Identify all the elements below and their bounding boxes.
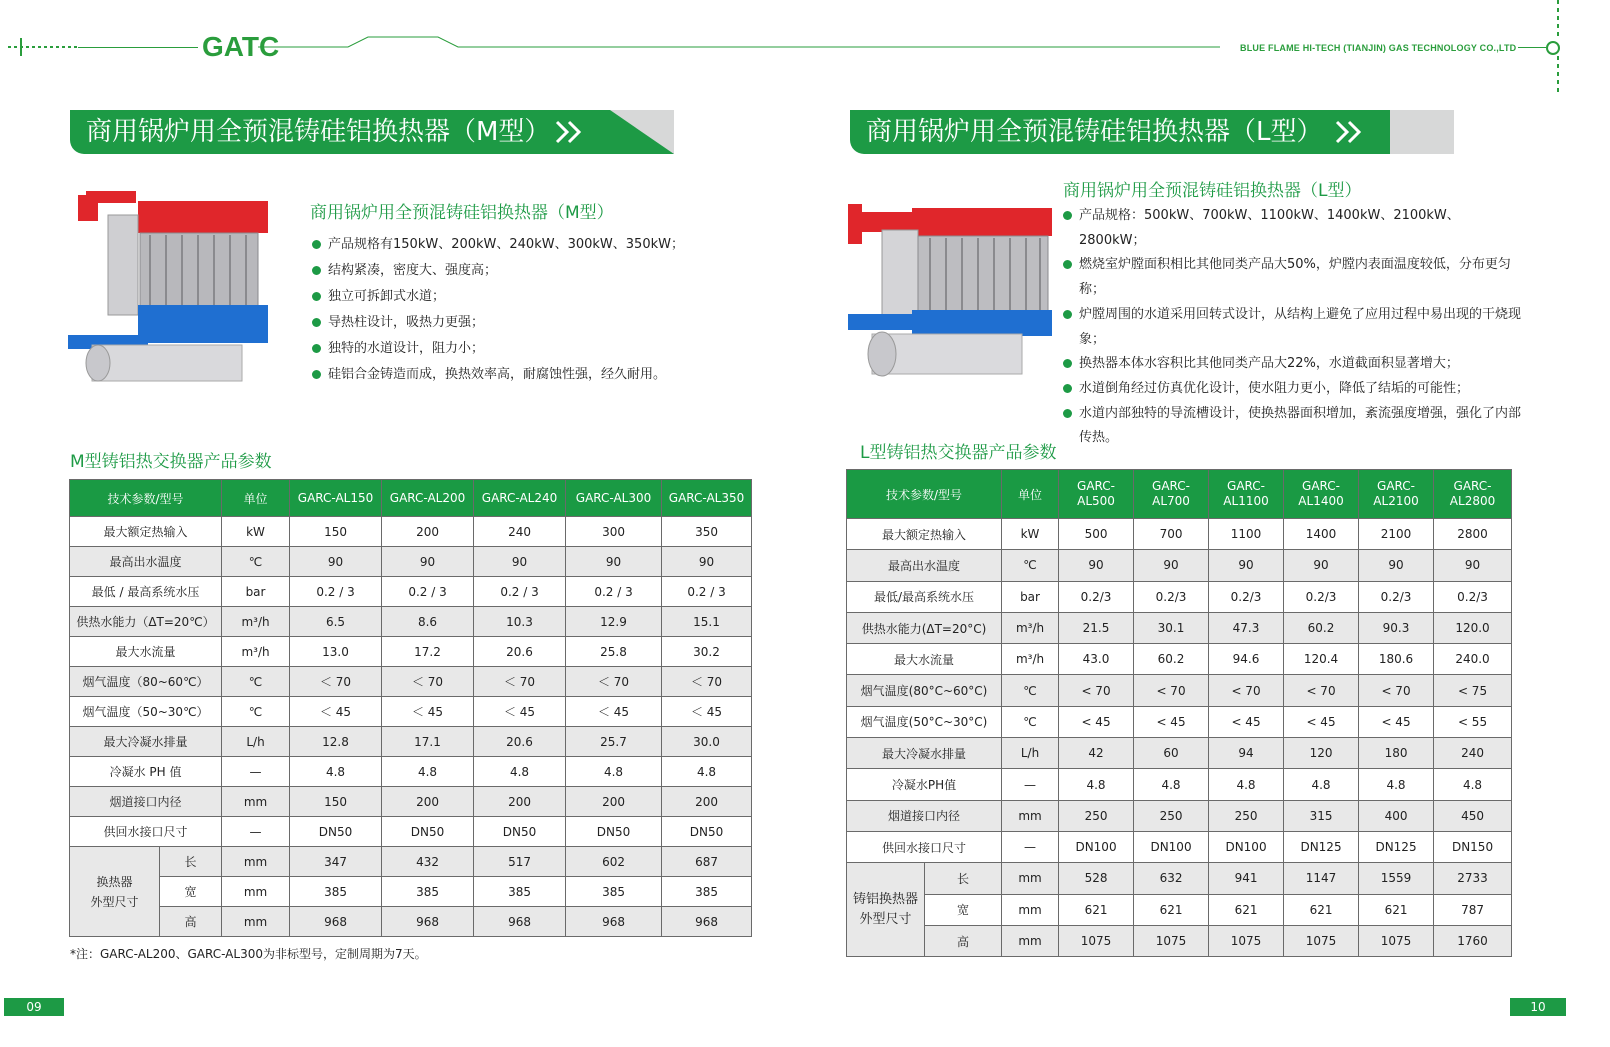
row-unit: L/h: [222, 727, 290, 757]
row-label: 长: [925, 863, 1002, 894]
table-cell: 60.2: [1134, 644, 1209, 675]
table-row: [70, 577, 752, 607]
table-row: [70, 637, 752, 667]
table-cell: DN50: [662, 817, 752, 847]
table-cell: 347: [290, 847, 382, 877]
row-label: 冷凝水PH值: [847, 769, 1002, 800]
l-type-heat-exchanger-image: [842, 190, 1057, 385]
row-label: 最大额定热输入: [70, 517, 222, 547]
row-unit: ℃: [1002, 706, 1059, 737]
table-cell: 240.0: [1434, 644, 1512, 675]
table-cell: 90: [382, 547, 474, 577]
table-cell: 0.2/3: [1134, 581, 1209, 612]
table-cell: 200: [382, 517, 474, 547]
table-cell: 400: [1359, 800, 1434, 831]
table-cell: 150: [290, 787, 382, 817]
table-cell: 200: [382, 787, 474, 817]
table-cell: 385: [290, 877, 382, 907]
table-cell: 4.8: [566, 757, 662, 787]
table-cell: 941: [1209, 863, 1284, 894]
table-cell: 621: [1059, 894, 1134, 925]
table-cell: 385: [662, 877, 752, 907]
table-cell: 621: [1209, 894, 1284, 925]
table-cell: < 55: [1434, 706, 1512, 737]
header-left-tick: [20, 38, 22, 56]
header-left-dots: [8, 46, 78, 48]
table-cell: 30.1: [1134, 612, 1209, 643]
table-row: [847, 738, 1512, 769]
table-cell: < 70: [1059, 675, 1134, 706]
table-cell: 968: [566, 907, 662, 937]
table-cell: 94.6: [1209, 644, 1284, 675]
row-unit: ℃: [222, 667, 290, 697]
table-cell: 25.8: [566, 637, 662, 667]
table-row: [847, 550, 1512, 581]
row-unit: —: [1002, 769, 1059, 800]
table-cell: < 70: [1209, 675, 1284, 706]
table-cell: 517: [474, 847, 566, 877]
table-cell: DN50: [290, 817, 382, 847]
table-cell: 1760: [1434, 925, 1512, 956]
table-cell: 450: [1434, 800, 1512, 831]
table-cell: 250: [1209, 800, 1284, 831]
table-cell: 200: [566, 787, 662, 817]
feature-item: 硅铝合金铸造而成，换热效率高，耐腐蚀性强，经久耐用。: [312, 362, 732, 388]
row-label: 长: [160, 847, 222, 877]
table-cell: 1559: [1359, 863, 1434, 894]
table-cell: 968: [662, 907, 752, 937]
table-header-cell: GARC-AL300: [566, 480, 662, 517]
row-unit: m³/h: [1002, 644, 1059, 675]
table-cell: 150: [290, 517, 382, 547]
table-cell: 432: [382, 847, 474, 877]
table-cell: DN50: [382, 817, 474, 847]
table-cell: 2800: [1434, 519, 1512, 550]
table-cell: 0.2/3: [1434, 581, 1512, 612]
row-unit: mm: [222, 847, 290, 877]
feature-item: 独特的水道设计，阻力小；: [312, 336, 732, 362]
table-cell: 94: [1209, 738, 1284, 769]
table-cell: 20.6: [474, 727, 566, 757]
table-cell: < 70: [1359, 675, 1434, 706]
table-cell: 0.2 / 3: [474, 577, 566, 607]
table-cell: ＜ 45: [290, 697, 382, 727]
row-unit: mm: [1002, 800, 1059, 831]
table-cell: 1075: [1134, 925, 1209, 956]
row-unit: mm: [222, 877, 290, 907]
table-cell: 385: [566, 877, 662, 907]
table-cell: 4.8: [1284, 769, 1359, 800]
table-cell: ＜ 45: [382, 697, 474, 727]
table-row: [847, 706, 1512, 737]
table-cell: ＜ 45: [474, 697, 566, 727]
table-row: [70, 607, 752, 637]
table-cell: 8.6: [382, 607, 474, 637]
left-footnote: *注：GARC-AL200、GARC-AL300为非标型号，定制周期为7天。: [70, 947, 427, 961]
table-cell: 350: [662, 517, 752, 547]
table-row: [847, 581, 1512, 612]
table-row: [70, 667, 752, 697]
row-label: 烟气温度(50°C~30°C): [847, 706, 1002, 737]
table-cell: DN100: [1059, 831, 1134, 862]
table-cell: 60.2: [1284, 612, 1359, 643]
group-label: 换热器 外型尺寸: [70, 847, 160, 937]
table-cell: < 45: [1284, 706, 1359, 737]
row-unit: m³/h: [222, 607, 290, 637]
table-cell: ＜ 45: [662, 697, 752, 727]
table-cell: 0.2/3: [1209, 581, 1284, 612]
table-cell: 4.8: [1134, 769, 1209, 800]
table-cell: 240: [1434, 738, 1512, 769]
row-label: 供热水能力(ΔT=20°C): [847, 612, 1002, 643]
table-cell: 10.3: [474, 607, 566, 637]
table-cell: 180: [1359, 738, 1434, 769]
table-cell: 90: [1134, 550, 1209, 581]
table-header-cell: 单位: [222, 480, 290, 517]
table-header-cell: GARC- AL700: [1134, 470, 1209, 519]
table-cell: 500: [1059, 519, 1134, 550]
table-cell: 300: [566, 517, 662, 547]
table-cell: 200: [662, 787, 752, 817]
table-cell: DN125: [1359, 831, 1434, 862]
row-label: 供回水接口尺寸: [847, 831, 1002, 862]
table-header-cell: GARC-AL150: [290, 480, 382, 517]
feature-item: 产品规格：500kW、700kW、1100kW、1400kW、2100kW、2800kW；: [1063, 204, 1521, 253]
table-cell: DN100: [1134, 831, 1209, 862]
right-banner-title: 商用锅炉用全预混铸硅铝换热器（L型）: [866, 117, 1323, 147]
row-label: 最高出水温度: [847, 550, 1002, 581]
feature-item: 结构紧凑，密度大、强度高；: [312, 258, 732, 284]
row-label: 宽: [925, 894, 1002, 925]
header-line-left: [78, 47, 198, 48]
table-row: [847, 519, 1512, 550]
table-cell: 30.2: [662, 637, 752, 667]
table-cell: 90: [290, 547, 382, 577]
table-cell: 12.8: [290, 727, 382, 757]
left-feature-list: [312, 232, 732, 388]
table-row: [70, 547, 752, 577]
double-chevron-icon: [555, 120, 585, 144]
right-table-title: L型铸铝热交换器产品参数: [860, 443, 1057, 463]
m-type-spec-table: [69, 479, 752, 937]
row-label: 最高出水温度: [70, 547, 222, 577]
table-row: [70, 757, 752, 787]
table-cell: 21.5: [1059, 612, 1134, 643]
table-cell: 1075: [1284, 925, 1359, 956]
table-cell: 90: [1284, 550, 1359, 581]
table-cell: 250: [1059, 800, 1134, 831]
l-type-spec-table: [846, 469, 1512, 957]
table-cell: 20.6: [474, 637, 566, 667]
row-unit: m³/h: [222, 637, 290, 667]
row-unit: kW: [222, 517, 290, 547]
table-cell: 621: [1134, 894, 1209, 925]
table-cell: 385: [474, 877, 566, 907]
feature-item: 独立可拆卸式水道；: [312, 284, 732, 310]
table-cell: DN125: [1284, 831, 1359, 862]
table-cell: 47.3: [1209, 612, 1284, 643]
table-header-cell: GARC- AL500: [1059, 470, 1134, 519]
row-unit: ℃: [222, 697, 290, 727]
row-label: 最低 / 最高系统水压: [70, 577, 222, 607]
row-unit: mm: [222, 907, 290, 937]
table-cell: 90: [662, 547, 752, 577]
table-cell: 4.8: [1209, 769, 1284, 800]
table-cell: 968: [474, 907, 566, 937]
table-cell: < 70: [1284, 675, 1359, 706]
row-unit: ℃: [1002, 550, 1059, 581]
table-row: [847, 800, 1512, 831]
table-row: [70, 517, 752, 547]
table-cell: 4.8: [1059, 769, 1134, 800]
table-row: [847, 612, 1512, 643]
left-banner-title: 商用锅炉用全预混铸硅铝换热器（M型）: [86, 117, 551, 147]
table-cell: ＜ 70: [566, 667, 662, 697]
table-row: [70, 877, 752, 907]
table-cell: 1075: [1059, 925, 1134, 956]
table-row: [847, 769, 1512, 800]
table-cell: 200: [474, 787, 566, 817]
table-cell: 385: [382, 877, 474, 907]
row-unit: kW: [1002, 519, 1059, 550]
table-cell: 12.9: [566, 607, 662, 637]
feature-item: 水道内部独特的导流槽设计，使换热器面积增加，紊流强度增强，强化了内部传热。: [1063, 402, 1521, 451]
row-unit: —: [1002, 831, 1059, 862]
row-label: 烟气温度（50~30℃）: [70, 697, 222, 727]
double-chevron-icon: [1335, 120, 1365, 144]
table-cell: 687: [662, 847, 752, 877]
table-row: [70, 727, 752, 757]
table-header-cell: GARC- AL2100: [1359, 470, 1434, 519]
table-cell: 60: [1134, 738, 1209, 769]
table-cell: 0.2 / 3: [566, 577, 662, 607]
row-unit: mm: [1002, 894, 1059, 925]
table-row: [70, 907, 752, 937]
table-cell: 621: [1284, 894, 1359, 925]
table-cell: 1100: [1209, 519, 1284, 550]
table-header-cell: 技术参数/型号: [70, 480, 222, 517]
table-cell: 25.7: [566, 727, 662, 757]
row-unit: mm: [1002, 863, 1059, 894]
left-table-title: M型铸铝热交换器产品参数: [70, 452, 272, 472]
table-cell: < 70: [1134, 675, 1209, 706]
table-cell: 90: [1059, 550, 1134, 581]
table-cell: 6.5: [290, 607, 382, 637]
table-cell: 1075: [1359, 925, 1434, 956]
table-cell: ＜ 45: [566, 697, 662, 727]
table-cell: 120.4: [1284, 644, 1359, 675]
row-label: 冷凝水 PH 值: [70, 757, 222, 787]
header-right-dash-2: [1557, 56, 1559, 96]
table-cell: ＜ 70: [382, 667, 474, 697]
table-cell: < 75: [1434, 675, 1512, 706]
table-cell: 90: [1209, 550, 1284, 581]
table-cell: 90: [1434, 550, 1512, 581]
left-subtitle: 商用锅炉用全预混铸硅铝换热器（M型）: [310, 203, 614, 223]
feature-item: 炉膛周围的水道采用回转式设计，从结构上避免了应用过程中易出现的干烧现象；: [1063, 303, 1521, 352]
table-header-cell: 技术参数/型号: [847, 470, 1002, 519]
row-label: 最大水流量: [847, 644, 1002, 675]
table-cell: 700: [1134, 519, 1209, 550]
row-label: 高: [160, 907, 222, 937]
table-row: [847, 863, 1512, 894]
table-cell: DN150: [1434, 831, 1512, 862]
table-header-cell: 单位: [1002, 470, 1059, 519]
table-cell: 90: [474, 547, 566, 577]
right-banner: [850, 110, 1454, 154]
table-cell: 632: [1134, 863, 1209, 894]
table-cell: 315: [1284, 800, 1359, 831]
table-row: [70, 817, 752, 847]
table-cell: 15.1: [662, 607, 752, 637]
table-cell: 602: [566, 847, 662, 877]
row-unit: —: [222, 817, 290, 847]
table-cell: 0.2 / 3: [382, 577, 474, 607]
feature-item: 燃烧室炉膛面积相比其他同类产品大50%，炉膛内表面温度较低，分布更匀称；: [1063, 253, 1521, 302]
row-unit: ℃: [222, 547, 290, 577]
table-cell: 17.2: [382, 637, 474, 667]
row-label: 最大额定热输入: [847, 519, 1002, 550]
row-label: 高: [925, 925, 1002, 956]
table-cell: 0.2/3: [1284, 581, 1359, 612]
row-unit: ℃: [1002, 675, 1059, 706]
page-number-left: 09: [4, 998, 64, 1016]
table-header-cell: GARC- AL1400: [1284, 470, 1359, 519]
table-cell: 0.2 / 3: [290, 577, 382, 607]
table-header-cell: GARC-AL240: [474, 480, 566, 517]
table-cell: 250: [1134, 800, 1209, 831]
row-label: 最大冷凝水排量: [70, 727, 222, 757]
table-cell: < 45: [1134, 706, 1209, 737]
row-label: 供热水能力（ΔT=20℃）: [70, 607, 222, 637]
table-cell: 90: [566, 547, 662, 577]
row-label: 最大水流量: [70, 637, 222, 667]
header-line-right: [1518, 47, 1546, 48]
table-cell: < 45: [1059, 706, 1134, 737]
table-cell: 4.8: [1359, 769, 1434, 800]
table-cell: 1075: [1209, 925, 1284, 956]
table-row: [70, 847, 752, 877]
table-cell: 621: [1359, 894, 1434, 925]
right-subtitle: 商用锅炉用全预混铸硅铝换热器（L型）: [1063, 181, 1362, 201]
table-cell: DN50: [474, 817, 566, 847]
logo-text: GATC: [202, 31, 280, 62]
row-unit: bar: [1002, 581, 1059, 612]
table-row: [847, 925, 1512, 956]
row-label: 烟气温度（80~60℃）: [70, 667, 222, 697]
row-label: 最大冷凝水排量: [847, 738, 1002, 769]
table-cell: 4.8: [382, 757, 474, 787]
table-row: [847, 831, 1512, 862]
row-unit: —: [222, 757, 290, 787]
table-row: [847, 644, 1512, 675]
table-header-cell: GARC-AL350: [662, 480, 752, 517]
row-label: 烟道接口内径: [70, 787, 222, 817]
table-cell: 90: [1359, 550, 1434, 581]
table-cell: 43.0: [1059, 644, 1134, 675]
row-label: 烟道接口内径: [847, 800, 1002, 831]
feature-item: 产品规格有150kW、200kW、240kW、300kW、350kW；: [312, 232, 732, 258]
table-cell: 2100: [1359, 519, 1434, 550]
table-cell: DN100: [1209, 831, 1284, 862]
table-cell: 0.2 / 3: [662, 577, 752, 607]
table-cell: ＜ 70: [290, 667, 382, 697]
brand-logo: [200, 28, 280, 64]
m-type-heat-exchanger-image: [68, 185, 278, 390]
table-cell: < 45: [1359, 706, 1434, 737]
table-cell: 13.0: [290, 637, 382, 667]
row-label: 烟气温度(80°C~60°C): [847, 675, 1002, 706]
row-unit: mm: [222, 787, 290, 817]
table-row: [70, 697, 752, 727]
table-cell: 17.1: [382, 727, 474, 757]
row-label: 供回水接口尺寸: [70, 817, 222, 847]
table-cell: 968: [290, 907, 382, 937]
company-name: BLUE FLAME HI-TECH (TIANJIN) GAS TECHNOLOGY CO.,LTD: [1240, 43, 1517, 53]
table-row: [847, 675, 1512, 706]
table-cell: DN50: [566, 817, 662, 847]
header-right-circle: [1546, 41, 1560, 55]
feature-item: 导热柱设计，吸热力更强；: [312, 310, 732, 336]
table-cell: 120.0: [1434, 612, 1512, 643]
table-cell: 180.6: [1359, 644, 1434, 675]
table-cell: 787: [1434, 894, 1512, 925]
table-cell: 528: [1059, 863, 1134, 894]
feature-item: 换热器本体水容积比其他同类产品大22%，水道截面积显著增大；: [1063, 352, 1521, 377]
table-cell: 30.0: [662, 727, 752, 757]
table-cell: 0.2/3: [1359, 581, 1434, 612]
page-number-right: 10: [1510, 998, 1566, 1016]
feature-item: 水道倒角经过仿真优化设计，使水阻力更小，降低了结垢的可能性；: [1063, 377, 1521, 402]
table-cell: ＜ 70: [474, 667, 566, 697]
table-cell: 0.2/3: [1059, 581, 1134, 612]
table-header-cell: GARC- AL2800: [1434, 470, 1512, 519]
table-header-cell: GARC- AL1100: [1209, 470, 1284, 519]
table-cell: 2733: [1434, 863, 1512, 894]
group-label: 铸铝换热器外型尺寸: [847, 863, 925, 957]
header-line-svg: [258, 34, 1220, 54]
row-unit: m³/h: [1002, 612, 1059, 643]
row-label: 宽: [160, 877, 222, 907]
table-cell: 120: [1284, 738, 1359, 769]
header-right-dash: [1557, 0, 1559, 38]
row-unit: L/h: [1002, 738, 1059, 769]
table-cell: 90.3: [1359, 612, 1434, 643]
table-cell: 42: [1059, 738, 1134, 769]
table-cell: 4.8: [474, 757, 566, 787]
right-feature-list: [1063, 204, 1521, 451]
table-cell: 1147: [1284, 863, 1359, 894]
table-cell: 1400: [1284, 519, 1359, 550]
table-cell: 4.8: [1434, 769, 1512, 800]
table-row: [847, 894, 1512, 925]
row-unit: mm: [1002, 925, 1059, 956]
table-cell: ＜ 70: [662, 667, 752, 697]
table-cell: < 45: [1209, 706, 1284, 737]
row-unit: bar: [222, 577, 290, 607]
table-row: [70, 787, 752, 817]
table-cell: 968: [382, 907, 474, 937]
left-banner: [70, 110, 674, 154]
table-cell: 240: [474, 517, 566, 547]
table-cell: 4.8: [290, 757, 382, 787]
table-header-cell: GARC-AL200: [382, 480, 474, 517]
row-label: 最低/最高系统水压: [847, 581, 1002, 612]
table-cell: 4.8: [662, 757, 752, 787]
